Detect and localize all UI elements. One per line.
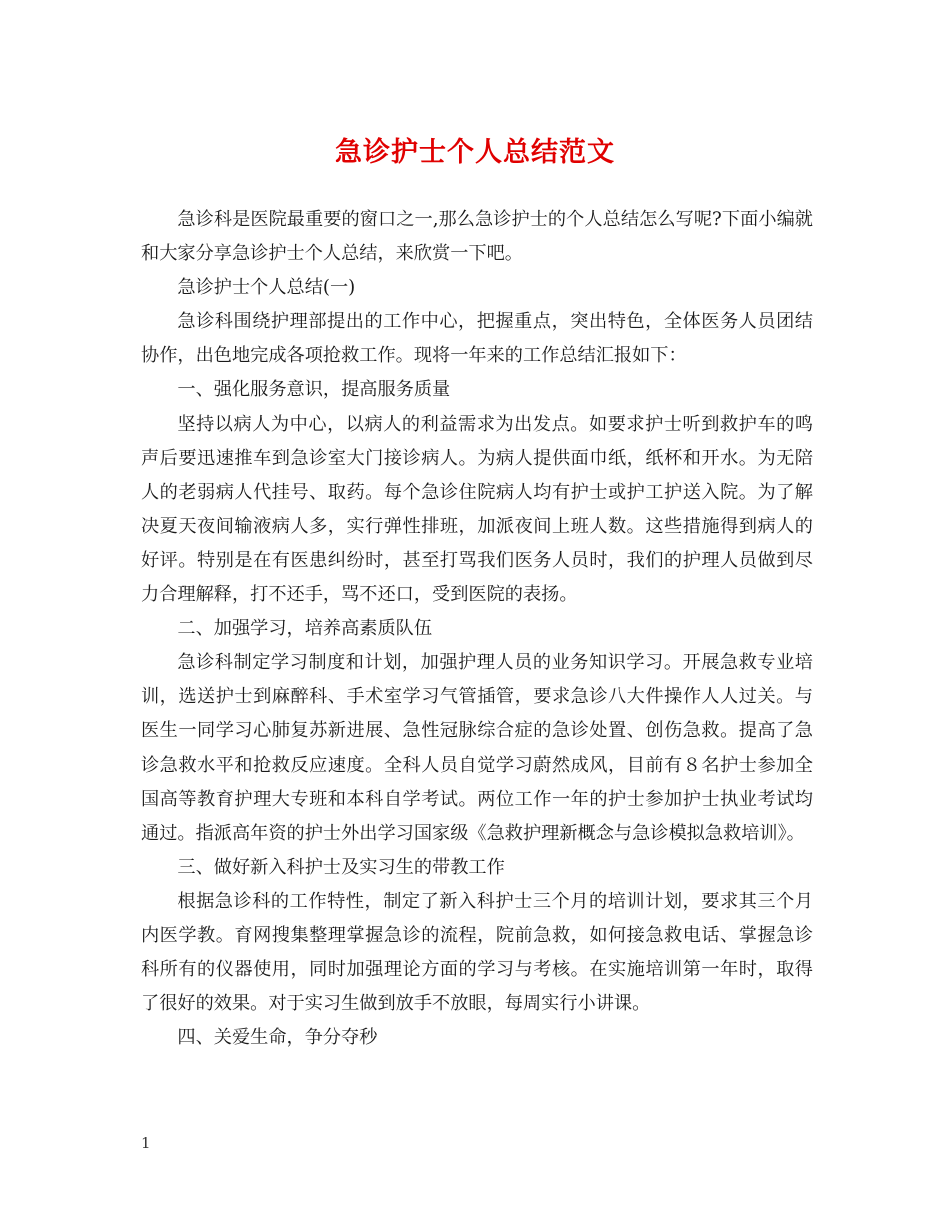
paragraph-intro: 急诊科是医院最重要的窗口之一,那么急诊护士的个人总结怎么写呢?下面小编就和大家分享急诊护士个人总结，来欣赏一下吧。 (141, 209, 813, 265)
paragraph-overview: 急诊科围绕护理部提出的工作中心，把握重点，突出特色，全体医务人员团结协作，出色地完成各项抢救工作。现将一年来的工作总结汇报如下： (141, 311, 813, 367)
section-heading-4: 四、关爱生命，争分夺秒 (177, 1027, 378, 1049)
paragraph-section-1: 坚持以病人为中心，以病人的利益需求为出发点。如要求护士听到救护车的鸣声后要迅速推车到急诊室大门接诊病人。为病人提供面巾纸，纸杯和开水。为无陪人的老弱病人代挂号、取药。每个急诊住院病人均有护士或护工护送入院。为了解决夏天夜间输液病人多，实行弹性排班，加派夜间上班人数。这些措施得到病人的好评。特别是在有医患纠纷时，甚至打骂我们医务人员时，我们的护理人员做到尽力合理解释，打不还手，骂不还口，受到医院的表扬。 (141, 413, 813, 606)
section-heading-3: 三、做好新入科护士及实习生的带教工作 (177, 856, 505, 878)
page-number: 1 (141, 1134, 151, 1152)
section-heading-1: 一、强化服务意识，提高服务质量 (177, 379, 451, 401)
paragraph-section-2: 急诊科制定学习制度和计划，加强护理人员的业务知识学习。开展急救专业培训，选送护士到麻醉科、手术室学习气管插管，要求急诊八大件操作人人过关。与医生一同学习心肺复苏新进展、急性冠脉综合症的急诊处置、创伤急救。提高了急诊急救水平和抢救反应速度。全科人员自觉学习蔚然成风，目前有８名护士参加全国高等教育护理大专班和本科自学考试。两位工作一年的护士参加护士执业考试均通过。指派高年资的护士外出学习国家级《急救护理新概念与急诊模拟急救培训》。 (141, 652, 813, 844)
document-body (141, 203, 813, 1055)
paragraph-section-3: 根据急诊科的工作特性，制定了新入科护士三个月的培训计划，要求其三个月内医学教。育网搜集整理掌握急诊的流程，院前急救，如何接急救电话、掌握急诊科所有的仪器使用，同时加强理论方面的学习与考核。在实施培训第一年时，取得了很好的效果。对于实习生做到放手不放眼，每周实行小讲课。 (141, 890, 813, 1015)
section-heading-2: 二、加强学习，培养高素质队伍 (177, 618, 433, 640)
paragraph-subtitle: 急诊护士个人总结(一) (177, 277, 356, 299)
document-title: 急诊护士个人总结范文 (335, 137, 615, 168)
